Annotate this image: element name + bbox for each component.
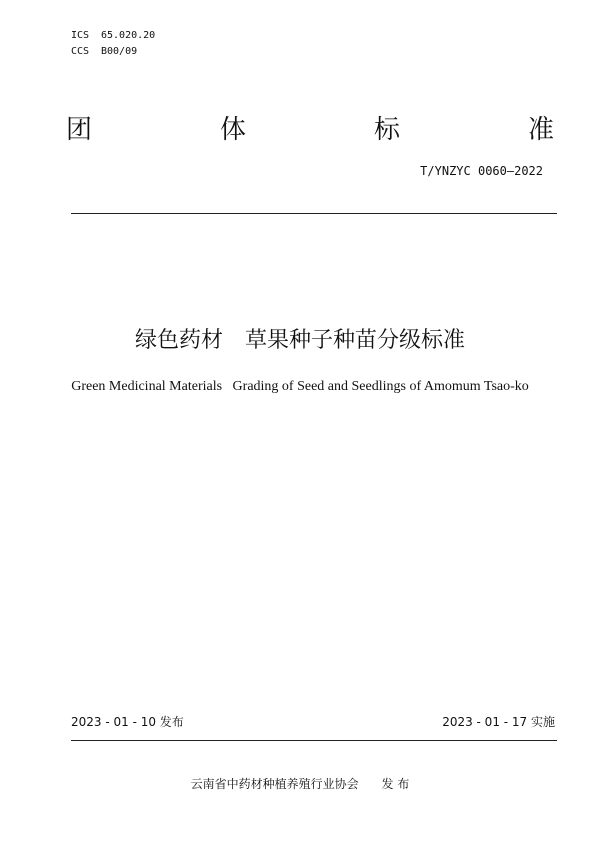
ccs-row (71, 44, 155, 60)
ics-row (71, 28, 155, 44)
classification-codes (71, 28, 155, 60)
standard-type-char: 体 (219, 115, 246, 145)
standard-type-heading (66, 113, 554, 147)
publisher: 云南省中药材种植养殖行业协会 发 布 (190, 777, 410, 791)
standard-type-char: 标 (373, 115, 400, 145)
ics-label: ICS (71, 30, 90, 41)
ccs-label: CCS (71, 46, 90, 57)
standard-type-char: 团 (66, 115, 93, 145)
ccs-code: B00/09 (101, 46, 138, 57)
ics-code: 65.020.20 (101, 30, 156, 41)
bottom-divider (71, 740, 557, 741)
title-chinese: 绿色药材 草果种子种苗分级标准 (134, 328, 465, 353)
standard-number: T/YNZYC 0060—2022 (420, 164, 543, 178)
standard-type-char: 准 (527, 115, 554, 145)
issue-date: 2023 - 01 - 10 发布 (71, 715, 184, 729)
top-divider (71, 213, 557, 214)
implementation-date: 2023 - 01 - 17 实施 (442, 715, 555, 729)
title-english: Green Medicinal Materials Grading of Seed and Seedlings of Amomum Tsao-ko (71, 379, 529, 394)
